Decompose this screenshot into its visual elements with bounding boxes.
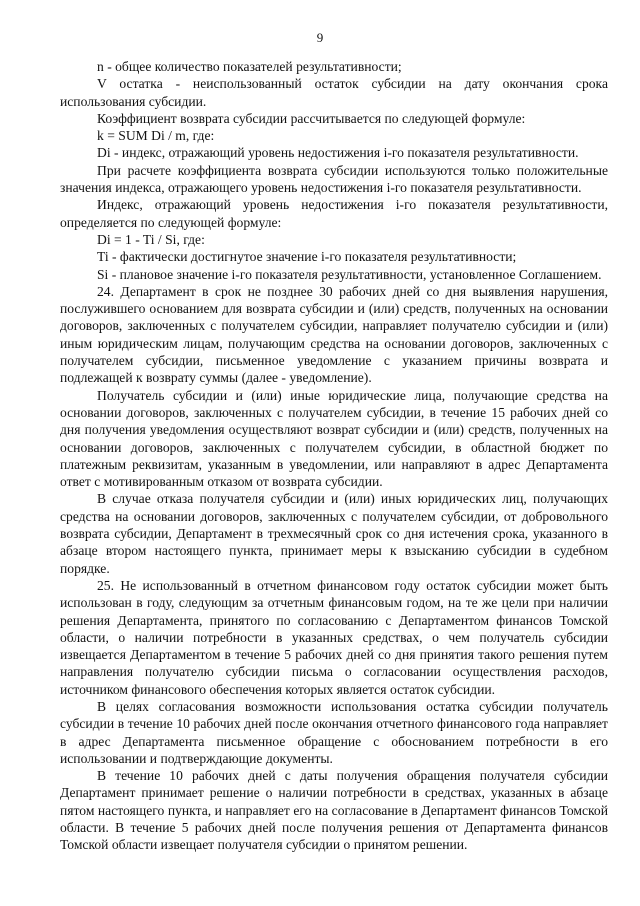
paragraph-v-definition: V остатка - неиспользованный остаток субсидии на дату окончания срока использования субсидии.: [60, 76, 608, 109]
paragraph-di-intro: Индекс, отражающий уровень недостижения i-го показателя результативности, определяется по следующей формуле:: [60, 197, 608, 230]
paragraph-di-definition: Di - индекс, отражающий уровень недостижения i-го показателя результативности.: [97, 145, 579, 161]
paragraph-si-definition: Si - плановое значение i-го показателя результативности, установленное Соглашением.: [97, 266, 602, 282]
page-number: 9: [316, 30, 324, 45]
paragraph-decision: В течение 10 рабочих дней с даты получения обращения получателя субсидии Департамент принимает решение о наличии потребности в средствах, указанных в абзаце пятом настоящего пункта, и направляет его на согласование в Департамент финансов Томской области. В течение 5 рабочих дней после получения решения от Департамента финансов Томской области извещает получателя субсидии о принятом решении.: [60, 768, 608, 853]
paragraph-approval-request: В целях согласования возможности использования остатка субсидии получатель субсидии в течение 10 рабочих дней после окончания отчетного финансового года направляет в адрес Департамента письменное обращение с обоснованием потребности в его использовании и подтверждающие документы.: [60, 698, 608, 766]
formula-k: k = SUM Di / m, где:: [97, 128, 215, 144]
paragraph-n-definition: n - общее количество показателей результативности;: [97, 59, 402, 74]
paragraph-clause-25: 25. Не использованный в отчетном финансовом году остаток субсидии может быть использован в году, следующим за отчетным финансовым годом, на те же цели при наличии решения Департамента, принятого по согласованию с Департаментом финансов Томской области, о наличии потребности в указанных средствах, о чем получатель субсидии извещается Департаментом в течение 5 рабочих дней со дня принятия такого решения путем направления получателю субсидии письма о согласовании осуществления расходов, источником финансового обеспечения которых является остаток субсидии.: [60, 577, 608, 697]
formula-di: Di = 1 - Ti / Si, где:: [97, 231, 205, 247]
paragraph-return-obligation: Получатель субсидии и (или) иные юридические лица, получающие средства на основании договоров, заключенных с получателем субсидии, в течение 15 рабочих дней со дня получения уведомления осуществляют возврат субсидии и (или) средств, полученных на основании договоров, заключенных с получателем субсидии, в областной бюджет по платежным реквизитам, указанным в уведомлении, или направляют в адрес Департамента ответ с мотивированным отказом от возврата субсидии.: [60, 387, 608, 490]
paragraph-ti-definition: Ti - фактически достигнутое значение i-го показателя результативности;: [97, 249, 517, 265]
paragraph-refusal: В случае отказа получателя субсидии и (или) иных юридических лиц, получающих средства на основании договоров, заключенных с получателем субсидии, от добровольного возврата субсидии, Департамент в трехмесячный срок со дня истечения срока, указанного в абзаце втором настоящего пункта, принимает меры к взысканию субсидии в судебном порядке.: [60, 491, 608, 576]
paragraph-positive-values: При расчете коэффициента возврата субсидии используются только положительные значения индекса, отражающего уровень недостижения i-го показателя результативности.: [60, 162, 608, 196]
document-body: [60, 58, 608, 854]
paragraph-k-intro: Коэффициент возврата субсидии рассчитывается по следующей формуле:: [97, 110, 526, 126]
paragraph-clause-24: 24. Департамент в срок не позднее 30 рабочих дней со дня выявления нарушения, послужившего основанием для возврата субсидии и (или) средств, полученных на основании договоров, заключенных с получателем субсидии, направляет получателю субсидии и (или) иным юридическим лицам, получающим средства на основании договоров, заключенных с получателем субсидии, письменное уведомление с указанием причины возврата и подлежащей к возврату суммы (далее - уведомление).: [60, 283, 608, 386]
